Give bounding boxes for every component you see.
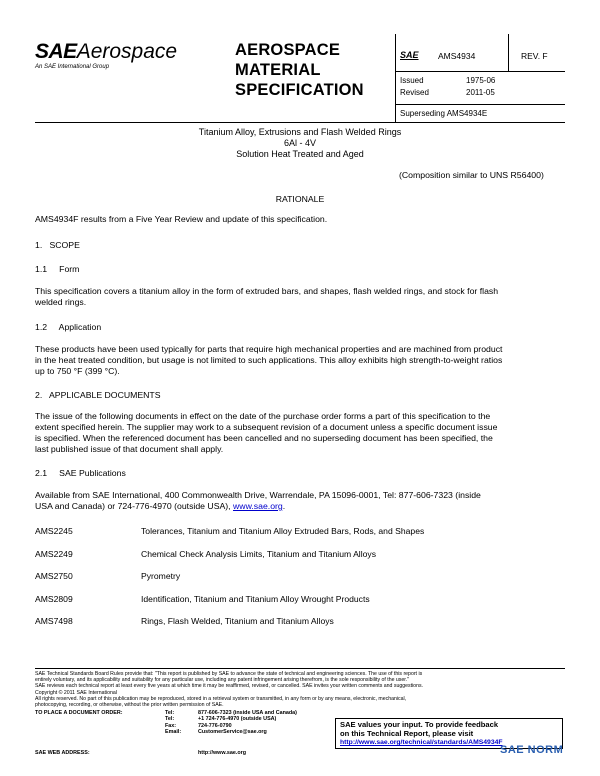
email-label: Email: [165,729,182,736]
sae-aerospace-logo [35,40,177,64]
paragraph-line: is specified. When the referenced document has been cancelled and no superseding document has been specified, the [35,433,493,443]
footer-line: SAE reviews each technical report at least every five years at which time it may be reaffirmed, revised, or cancelled. SAE invites your written comments and suggestions. [35,683,423,690]
reference-list [35,526,575,639]
doc-number: AMS4934 [438,51,476,61]
sae-mini-logo: SAE [400,50,419,60]
feedback-link[interactable]: http://www.sae.org/technical/standards/AMS4934F [340,739,503,746]
document-title-line: Titanium Alloy, Extrusions and Flash Welded Rings [198,127,402,137]
reference-code: AMS7498 [35,616,73,626]
logo-brand: SAE [35,40,77,63]
footer-rule [35,668,565,669]
email-row [165,729,333,735]
reference-title: Rings, Flash Welded, Titanium and Titanium Alloys [141,616,334,626]
spec-title-line: AEROSPACE [235,41,341,59]
feedback-line: on this Technical Report, please visit [340,729,474,738]
paragraph-line: up to 750 °F (399 °C). [35,366,120,376]
document-title [35,127,565,160]
header-divider [508,34,509,72]
reference-code: AMS2245 [35,526,73,536]
reference-code: AMS2809 [35,593,73,604]
superseding: Superseding AMS4934E [400,109,488,118]
logo-product: Aerospace [76,40,178,63]
sae-website-link[interactable]: www.sae.org [233,501,283,511]
paragraph-line: Available from SAE International, 400 Commonwealth Drive, Warrendale, PA 15096-0001, Tel: 877-606-7323 (inside [35,490,481,500]
section-form-text [35,286,575,308]
reference-code: AMS2249 [35,548,73,559]
reference-item [35,549,575,572]
revised-label: Revised [400,88,429,97]
web-label: SAE WEB ADDRESS: [35,750,90,756]
tel-label: Tel: [165,716,175,723]
paragraph-line: These products have been used typically for parts that require high mechanical properties and are machined from product [35,344,503,354]
paragraph-line: welded rings. [35,297,87,307]
footer-line: All rights reserved. No part of this publication may be reproduced, stored in a retrieval system or transmitted, in any form or by any means, electronic, mechanical, [35,695,407,702]
revised-value: 2011-05 [466,88,495,97]
footer-line: SAE Technical Standards Board Rules provide that: "This report is published by SAE to advance the state of technical and engineering sciences. The use of this report is [35,671,423,677]
logo-tagline: An SAE International Group [35,64,110,70]
reference-item [35,616,575,639]
paragraph-line: extent specified herein. The supplier may work to a subsequent revision of a document unless a specific document issue [35,422,498,432]
reference-code: AMS2750 [35,571,73,581]
reference-item [35,594,575,617]
section-sae-publications-heading: 2.1 SAE Publications [35,468,126,478]
section-sae-publications-text [35,490,575,512]
revision: REV. F [521,51,548,61]
header-bottom-rule [35,122,565,123]
footer-line: entirely voluntary, and its applicability and suitability for any particular use, including any patent infringement arising therefrom, is the sole responsibility of the user." [35,677,409,684]
section-documents-heading: 2. APPLICABLE DOCUMENTS [35,390,161,400]
reference-title: Identification, Titanium and Titanium Alloy Wrought Products [141,593,370,604]
header-rule [395,104,565,105]
section-application-heading: 1.2 Application [35,322,102,332]
document-title-line: 6Al - 4V [283,138,316,148]
spec-title-line: SPECIFICATION [235,81,364,99]
section-documents-text [35,411,575,455]
feedback-line: SAE values your input. To provide feedback [340,720,499,729]
issued-label: Issued [400,76,424,85]
footer-line: photocopying, recording, or otherwise, without the prior written permission of SAE. [35,702,224,709]
spec-title-line: MATERIAL [235,61,321,79]
web-value[interactable]: http://www.sae.org [198,750,247,756]
rationale-text: AMS4934F results from a Five Year Review and update of this specification. [35,214,328,224]
tel-value: +1 724-776-4970 (outside USA) [198,716,277,723]
header-divider [395,34,396,122]
paragraph-line [35,501,575,512]
composition-note: (Composition similar to UNS R56400) [399,170,544,180]
reference-title: Tolerances, Titanium and Titanium Alloy Extruded Bars, Rods, and Shapes [141,526,425,536]
reference-title: Pyrometry [141,571,181,581]
fax-label: Fax: [165,722,177,729]
email-value[interactable]: CustomerService@sae.org [198,729,267,736]
rationale-heading: RATIONALE [275,194,325,204]
spec-title [235,40,364,100]
paragraph-text: . [282,501,286,511]
paragraph-line: The issue of the following documents in effect on the date of the purchase order forms a part of this specification to the [35,411,491,421]
section-form-heading: 1.1 Form [35,264,80,274]
watermark-text: SAE NORM [500,744,564,756]
paragraph-line: in the heat treated condition, but usage is not limited to such applications. This alloy exhibits high strength-to-weight ratios [35,355,503,365]
reference-item [35,571,575,594]
reference-item [35,526,575,549]
sae-norm-watermark [500,740,563,758]
footer-line: Copyright © 2011 SAE International [35,689,117,696]
order-label: TO PLACE A DOCUMENT ORDER: [35,710,123,716]
paragraph-line: This specification covers a titanium alloy in the form of extruded bars, and shapes, flash welded rings, and stock for flash [35,286,499,296]
fax-value: 724-776-0790 [198,722,232,729]
header-rule [395,71,565,72]
tel-label: Tel: [165,710,175,716]
order-contacts [165,710,333,736]
paragraph-text: USA and Canada) or 724-776-4970 (outside USA), [35,501,234,511]
document-title-line: Solution Heat Treated and Aged [236,149,364,159]
section-application-text [35,344,575,377]
paragraph-line: last published issue of that document shall apply. [35,444,224,454]
issued-value: 1975-06 [466,76,496,85]
section-scope-heading: 1. SCOPE [35,240,80,250]
tel-value: 877-606-7323 (inside USA and Canada) [198,710,297,716]
reference-title: Chemical Check Analysis Limits, Titanium and Titanium Alloys [141,548,376,559]
footer-legal [35,671,570,708]
